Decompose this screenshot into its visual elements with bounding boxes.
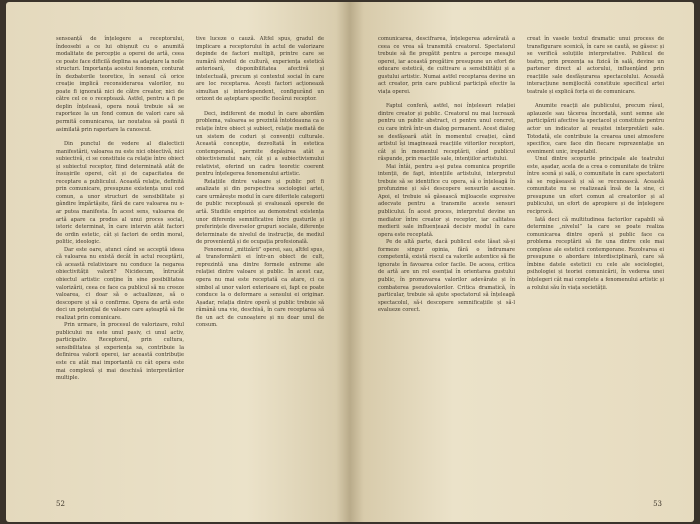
right-page-column-2: [527, 36, 664, 315]
right-page: [350, 2, 694, 522]
paragraph: Prin urmare, în procesul de valorizare, rolul publicului nu este unul pasiv, ci unul activ, participativ. Receptorul, prin cultura, sensibilitatea și experiența sa, contribuie la definirea valorii operei, iar această contribuție este cu atât mai importantă cu cât opera este mai complexă și mai deschisă interpretărilor multiple.: [56, 322, 184, 382]
left-page-column-2: [196, 36, 324, 383]
paragraph: Pe de altă parte, dacă publicul este lăsat să-și formeze singur opinia, fără o îndrumare competentă, există riscul ca valorile autentice să fie ignorate în favoarea celor facile. De aceea, critica de artă are un rol esențial în orientarea gustului public, în promovarea valorilor adevărate și în combaterea pseudovalorilor. Critica dramatică, în particular, trebuie să ajute spectatorul să înțeleagă spectacolul, să-i descopere semnificațiile și să-l evalueze corect.: [378, 239, 515, 314]
paragraph: comunicarea, descifrarea, înțelegerea adevărată a ceea ce vrea să transmită creatorul. Spectatorul trebuie să fie pregătit pentru a percepe mesajul operei, iar această pregătire presupune un efort de educare estetică, de cultivare a sensibilității și a gustului artistic. Numai astfel receptarea devine un act creator, prin care publicul participă efectiv la viața operei.: [378, 36, 515, 95]
paragraph: Relațiile dintre valoare și public pot fi analizate și din perspectiva sociologiei artei, care urmărește modul în care diferitele categorii de public receptează și evaluează operele de artă. Studiile empirice au demonstrat existența unor diferențe semnificative între gusturile și preferințele diverselor grupuri sociale, diferențe determinate de nivelul de instrucție, de mediul de proveniență și de ocupația profesională.: [196, 178, 324, 246]
paragraph: Unul dintre scopurile principale ale teatrului este, așadar, acela de a crea o comunitate de trăire între scenă și sală, o comunitate în care spectatorii să se regăsească și să se recunoască. Această comunitate nu se realizează însă de la sine, ci presupune un efort comun al creatorilor și al publicului, un efort de apropiere și de înțelegere reciprocă.: [527, 156, 664, 216]
paragraph: Deci, indiferent de modul în care abordăm problema, valoarea se prezintă întotdeauna ca o relație între obiect și subiect, relație mediată de un sistem de coduri și convenții culturale. Această concepție, dezvoltată în estetica contemporană, permite depășirea atât a obiectivismului naiv, cât și a subiectivismului relativist, oferind un cadru teoretic coerent pentru înțelegerea fenomenului artistic.: [196, 110, 324, 178]
paragraph: Fenomenul „mitizării” operei, sau, altfel spus, al transformării ei într-un obiect de cult, reprezintă una dintre formele extreme ale relației dintre valoare și public. În acest caz, opera nu mai este receptată ca atare, ci ca simbol al unor valori exterioare ei, fapt ce poate conduce la o deformare a sensului ei originar. Așadar, relația dintre operă și public trebuie să rămână una vie, deschisă, în care receptarea să fie un act de cunoaștere și nu doar unul de consum.: [196, 246, 324, 329]
paragraph: Din punctul de vedere al dialecticii manifestării, valoarea nu este nici obiectivă, nici subiectivă, ci se constituie ca relație între obiect și subiectul receptor, fiind determinată atât de însușirile operei, cât și de capacitatea de receptare a publicului. Această relație, definită prin comunicare, presupune existența unui cod comun, a unor structuri de sensibilitate și gândire împărtășite, fără de care valoarea nu s-ar putea manifesta. În acest sens, valoarea de artă apare ca produs al unui proces social, istoric determinat, în care intervin atât factori de ordin estetic, cât și factori de ordin moral, politic, ideologic.: [56, 141, 184, 246]
page-number-right: 53: [653, 500, 662, 508]
page-number-left: 52: [56, 500, 65, 508]
left-page: [6, 2, 350, 522]
paragraph: tive luceze o cauză. Altfel spus, gradul de implicare a receptorului în actul de valorizare depinde de factori multipli, printre care se numără nivelul de cultură, experiența estetică anterioară, disponibilitatea afectivă și intelectuală, precum și contextul social în care are loc receptarea. Acești factori acționează simultan și interdependent, configurând un orizont de așteptare specific fiecărui receptor.: [196, 36, 324, 103]
paragraph: Iată deci că multitudinea factorilor capabili să determine „nivelul” la care se poate realiza comunicarea dintre operă și public face ca problema receptării să fie una dintre cele mai complexe ale esteticii contemporane. Rezolvarea ei presupune o abordare interdisciplinară, care să îmbine datele esteticii cu cele ale sociologiei, psihologiei și teoriei comunicării, în vederea unei înțelegeri cât mai complete a fenomenului artistic și a rolului său în viața societății.: [527, 216, 664, 291]
paragraph: Anumite reacții ale publicului, precum râsul, aplauzele sau tăcerea încordată, sunt semne ale participării afective la spectacol și constituie pentru actor un indicator al reușitei interpretării sale. Totodată, ele contribuie la crearea unei atmosfere specifice, care face din fiecare reprezentație un eveniment unic, irepetabil.: [527, 103, 664, 155]
right-page-columns: [378, 36, 664, 315]
left-page-columns: [56, 36, 324, 383]
paragraph: Mai întâi, pentru a-și putea comunica propriile intenții, de fapt, intențiile artistului, interpretul trebuie să se identifice cu opera, să o înțeleagă în profunzime și să-i descopere sensurile ascunse. Apoi, el trebuie să găsească mijloacele expresive adecvate pentru a transmite aceste sensuri publicului. În acest proces, interpretul devine un mediator între creator și receptor, iar calitatea medierii sale influențează decisiv modul în care opera este receptată.: [378, 163, 515, 238]
paragraph: sensoanță de înțelegere a receptorului, îndeosebi a ce lui obișnuit cu o anumită modalitate de percepție a operei de artă, ceea ce poate face dificilă deplina sa adaptare la noile structuri. Importanța acestui fenomen, conturat în dezbaterile teoretice, în sensul că orice creație implică reconsiderarea valorilor, nu poate fi ignorată nici de către creator, nici de către cel ce o receptează. Astfel, pentru a fi pe deplin înțeleasă, opera nouă trebuie să se raporteze la un fond comun de valori care să permită comunicarea, iar noutatea să poată fi asimilată prin raportare la cunoscut.: [56, 36, 184, 133]
paragraph: Faptul conferă, astfel, noi înțelesuri relației dintre creator și public. Creatorul nu mai lucrează pentru un public abstract, ci pentru unul concret, cu care intră într-un dialog permanent. Acest dialog se desfășoară atât în momentul creației, când artistul își imaginează reacțiile viitorilor receptori, cât și în momentul receptării, când publicul răspunde, prin reacțiile sale, intențiilor artistului.: [378, 103, 515, 163]
right-page-column-1: [378, 36, 515, 315]
paragraph: Dar este oare, atunci când se acceptă ideea că valoarea nu există decât în actul receptării, că această relativizare nu conduce la negarea obiectivității valorii? Nicidecum, întrucât obiectul artistic conține în sine posibilitatea valorizării, ceea ce face ca publicul să nu creeze valoarea, ci doar să o actualizeze, să o descopere și să o confirme. Opera de artă este deci un potențial de valoare care așteaptă să fie realizat prin comunicare.: [56, 246, 184, 321]
left-page-column-1: [56, 36, 184, 383]
paragraph: creat în vasele textul dramatic unui process de transfigurare scenică, în care se caută, se găsesc și se verifică soluțiile interpretative. Publicul de teatru, prin prezența sa fizică în sală, devine un partener direct al actorului, influențând prin reacțiile sale desfășurarea spectacolului. Această interacțiune nemijlocită constituie specificul artei teatrale și explică forța ei de comunicare.: [527, 36, 664, 95]
